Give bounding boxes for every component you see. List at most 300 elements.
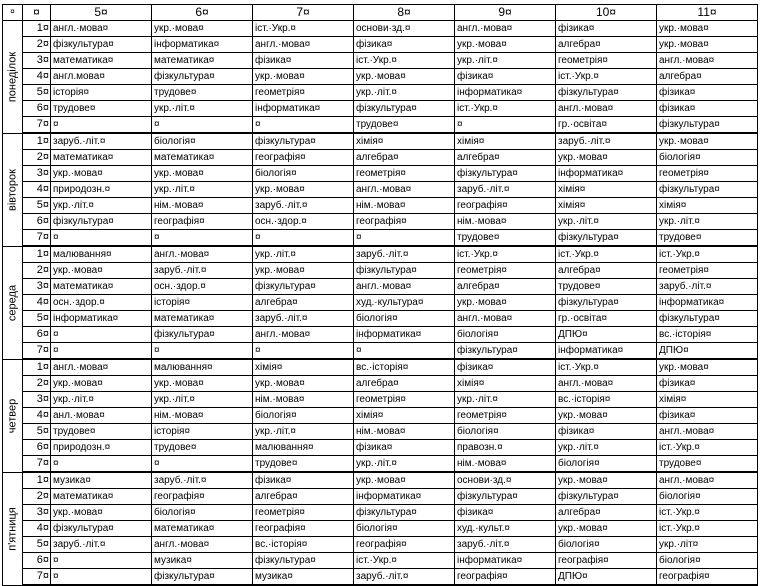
lesson-number: 5¤ (23, 537, 51, 553)
subject-cell[interactable]: ¤ (152, 117, 253, 134)
subject-cell[interactable]: осн.·здор.¤ (152, 279, 253, 295)
subject-cell[interactable]: англ.·мова¤ (253, 327, 354, 343)
subject-cell[interactable]: вс.·історія¤ (354, 359, 455, 376)
subject-cell[interactable]: інформатика¤ (556, 166, 657, 182)
subject-cell[interactable]: трудове¤ (51, 424, 152, 440)
subject-cell[interactable]: ¤ (152, 230, 253, 247)
subject-cell[interactable]: географія¤ (152, 489, 253, 505)
subject-cell[interactable]: фізкультура¤ (354, 263, 455, 279)
corner-cell: ¤ (3, 5, 23, 21)
subject-cell[interactable]: укр.·мова¤ (556, 408, 657, 424)
subject-cell[interactable]: трудове¤ (152, 85, 253, 101)
subject-cell[interactable]: укр.·мова¤ (354, 69, 455, 85)
subject-cell[interactable]: ¤ (455, 117, 556, 134)
lesson-number: 3¤ (23, 505, 51, 521)
subject-cell[interactable]: математика¤ (152, 150, 253, 166)
subject-cell[interactable]: укр.·літ.¤ (152, 182, 253, 198)
subject-cell[interactable]: фізкультура¤ (354, 101, 455, 117)
subject-cell[interactable]: алгебра¤ (556, 505, 657, 521)
subject-cell[interactable]: заруб.·літ.¤ (51, 133, 152, 150)
subject-cell[interactable]: історія¤ (152, 295, 253, 311)
lesson-number: 2¤ (23, 150, 51, 166)
subject-cell[interactable]: заруб.·літ.¤ (354, 569, 455, 586)
grade-header-5: 5¤ (51, 5, 152, 21)
subject-cell[interactable]: біологія¤ (253, 166, 354, 182)
lesson-number: 1¤ (23, 472, 51, 489)
subject-cell[interactable]: гр.·освіта¤ (556, 117, 657, 134)
subject-cell[interactable]: геометрія¤ (253, 505, 354, 521)
lesson-row (3, 343, 758, 360)
subject-cell[interactable]: англ.·мова¤ (51, 21, 152, 37)
subject-cell[interactable]: малювання¤ (51, 246, 152, 263)
subject-cell[interactable]: історія¤ (51, 85, 152, 101)
lesson-number: 7¤ (23, 117, 51, 134)
subject-cell[interactable]: ДПЮ¤ (657, 343, 758, 360)
subject-cell[interactable]: укр.·літ.¤ (657, 214, 758, 230)
subject-cell[interactable]: укр.·мова¤ (51, 505, 152, 521)
subject-cell[interactable]: укр.·літ.¤ (354, 456, 455, 473)
lesson-number: 7¤ (23, 569, 51, 586)
subject-cell[interactable]: англ.·мова¤ (455, 311, 556, 327)
subject-cell[interactable]: англ.·мова¤ (51, 359, 152, 376)
subject-cell[interactable]: географія¤ (253, 521, 354, 537)
subject-cell[interactable]: іст.·Укр.¤ (455, 246, 556, 263)
subject-cell[interactable]: геометрія¤ (556, 53, 657, 69)
subject-cell[interactable]: укр.·літ.¤ (152, 101, 253, 117)
subject-cell[interactable]: трудове¤ (657, 456, 758, 473)
subject-cell[interactable]: осн.·здор.¤ (51, 295, 152, 311)
subject-cell[interactable]: біологія¤ (152, 133, 253, 150)
day-name: понеділок (6, 51, 18, 102)
subject-cell[interactable]: укр.·літ.¤ (455, 53, 556, 69)
subject-cell[interactable]: укр.·мова¤ (556, 150, 657, 166)
subject-cell[interactable]: іст.·Укр.¤ (657, 440, 758, 456)
lesson-number: 1¤ (23, 133, 51, 150)
lesson-number: 2¤ (23, 376, 51, 392)
subject-cell[interactable]: математика¤ (152, 521, 253, 537)
subject-cell[interactable]: заруб.·літ.¤ (152, 263, 253, 279)
subject-cell[interactable]: заруб.·літ.¤ (253, 198, 354, 214)
subject-cell[interactable]: фізкультура¤ (51, 37, 152, 53)
subject-cell[interactable]: фізкультура¤ (556, 489, 657, 505)
subject-cell[interactable]: ¤ (51, 456, 152, 473)
subject-cell[interactable]: фізика¤ (556, 424, 657, 440)
subject-cell[interactable]: хімія¤ (455, 376, 556, 392)
subject-cell[interactable]: укр.·мова¤ (152, 166, 253, 182)
subject-cell[interactable]: біологія¤ (455, 327, 556, 343)
subject-cell[interactable]: біологія¤ (354, 311, 455, 327)
lesson-number: 4¤ (23, 69, 51, 85)
subject-cell[interactable]: фізика¤ (657, 85, 758, 101)
subject-cell[interactable]: фізкультура¤ (51, 521, 152, 537)
subject-cell[interactable]: математика¤ (152, 53, 253, 69)
subject-cell[interactable]: ¤ (152, 456, 253, 473)
subject-cell[interactable]: геометрія¤ (253, 85, 354, 101)
subject-cell[interactable]: англ.·мова¤ (354, 182, 455, 198)
subject-cell[interactable]: географія¤ (152, 214, 253, 230)
subject-cell[interactable]: фізика¤ (253, 53, 354, 69)
subject-cell[interactable]: біологія¤ (354, 521, 455, 537)
subject-cell[interactable]: нім.·мова¤ (354, 198, 455, 214)
grade-header-9: 9¤ (455, 5, 556, 21)
lesson-row (3, 279, 758, 295)
subject-cell[interactable]: географія¤ (354, 537, 455, 553)
subject-cell[interactable]: гр.·освіта¤ (556, 311, 657, 327)
subject-cell[interactable]: інформатика¤ (455, 553, 556, 569)
day-label-friday (3, 472, 23, 585)
lesson-row (3, 182, 758, 198)
subject-cell[interactable]: укр.·мова¤ (556, 521, 657, 537)
subject-cell[interactable]: укр.·мова¤ (556, 472, 657, 489)
subject-cell[interactable]: фізкультура¤ (657, 117, 758, 134)
lesson-row (3, 214, 758, 230)
subject-cell[interactable]: алгебра¤ (556, 263, 657, 279)
subject-cell[interactable]: фізкультура¤ (253, 553, 354, 569)
subject-cell[interactable]: трудове¤ (152, 440, 253, 456)
subject-cell[interactable]: укр.·мова¤ (51, 263, 152, 279)
subject-cell[interactable]: нім.·мова¤ (152, 198, 253, 214)
lesson-row (3, 246, 758, 263)
subject-cell[interactable]: англ.·мова¤ (455, 21, 556, 37)
schedule-table (2, 4, 758, 586)
subject-cell[interactable]: укр.·літ.¤ (556, 214, 657, 230)
day-label-thursday (3, 359, 23, 472)
subject-cell[interactable]: інформатика¤ (152, 37, 253, 53)
subject-cell[interactable]: худ.·культ.¤ (455, 521, 556, 537)
day-label-monday (3, 21, 23, 134)
subject-cell[interactable]: географія¤ (455, 198, 556, 214)
subject-cell[interactable]: алгебра¤ (455, 150, 556, 166)
subject-cell[interactable]: фізкультура¤ (455, 166, 556, 182)
subject-cell[interactable]: трудове¤ (253, 456, 354, 473)
subject-cell[interactable]: ¤ (354, 343, 455, 360)
subject-cell[interactable]: іст.·Укр.¤ (657, 505, 758, 521)
subject-cell[interactable]: осн.·здор.¤ (253, 214, 354, 230)
subject-cell[interactable]: укр.·мова¤ (657, 37, 758, 53)
subject-cell[interactable]: геометрія¤ (455, 408, 556, 424)
subject-cell[interactable]: нім.·мова¤ (455, 214, 556, 230)
subject-cell[interactable]: фізика¤ (455, 359, 556, 376)
subject-cell[interactable]: інформатика¤ (455, 85, 556, 101)
lesson-number: 6¤ (23, 440, 51, 456)
subject-cell[interactable]: музика¤ (51, 472, 152, 489)
subject-cell[interactable]: географія¤ (253, 150, 354, 166)
lesson-number: 3¤ (23, 53, 51, 69)
subject-cell[interactable]: фізкультура¤ (556, 295, 657, 311)
subject-cell[interactable]: інформатика¤ (354, 327, 455, 343)
subject-cell[interactable]: англ.·мова¤ (657, 424, 758, 440)
subject-cell[interactable]: ¤ (253, 230, 354, 247)
subject-cell[interactable]: іст.·Укр.¤ (657, 521, 758, 537)
subject-cell[interactable]: заруб.·літ.¤ (152, 472, 253, 489)
lesson-row (3, 472, 758, 489)
subject-cell[interactable]: фізкультура¤ (354, 505, 455, 521)
subject-cell[interactable]: інформатика¤ (556, 343, 657, 360)
subject-cell[interactable]: англ.·мова¤ (657, 53, 758, 69)
subject-cell[interactable]: укр.·літ.¤ (152, 392, 253, 408)
subject-cell[interactable]: математика¤ (51, 279, 152, 295)
subject-cell[interactable]: фізика¤ (455, 69, 556, 85)
lesson-row (3, 456, 758, 473)
subject-cell[interactable]: трудове¤ (51, 101, 152, 117)
subject-cell[interactable]: укр.·мова¤ (354, 472, 455, 489)
subject-cell[interactable]: ¤ (51, 553, 152, 569)
subject-cell[interactable]: фізкультура¤ (152, 327, 253, 343)
subject-cell[interactable]: фізика¤ (354, 440, 455, 456)
lesson-row (3, 521, 758, 537)
subject-cell[interactable]: хімія¤ (455, 133, 556, 150)
subject-cell[interactable]: трудове¤ (354, 117, 455, 134)
subject-cell[interactable]: основи·зд.¤ (354, 21, 455, 37)
subject-cell[interactable]: алгебра¤ (455, 279, 556, 295)
subject-cell[interactable]: хімія¤ (354, 408, 455, 424)
subject-cell[interactable]: біологія¤ (556, 537, 657, 553)
lesson-number: 5¤ (23, 198, 51, 214)
subject-cell[interactable]: ¤ (253, 117, 354, 134)
subject-cell[interactable]: заруб.·літ.¤ (253, 311, 354, 327)
subject-cell[interactable]: географія¤ (556, 553, 657, 569)
lesson-row (3, 198, 758, 214)
subject-cell[interactable]: заруб.·літ.¤ (657, 279, 758, 295)
subject-cell[interactable]: алгебра¤ (657, 69, 758, 85)
subject-cell[interactable]: фізкультура¤ (455, 489, 556, 505)
subject-cell[interactable]: худ.·культура¤ (354, 295, 455, 311)
subject-cell[interactable]: фізика¤ (354, 37, 455, 53)
subject-cell[interactable]: фізкультура¤ (657, 311, 758, 327)
subject-cell[interactable]: заруб.·літ.¤ (354, 246, 455, 263)
subject-cell[interactable]: ¤ (51, 569, 152, 586)
subject-cell[interactable]: укр.·мова¤ (253, 263, 354, 279)
subject-cell[interactable]: математика¤ (51, 150, 152, 166)
subject-cell[interactable]: фізкультура¤ (253, 279, 354, 295)
subject-cell[interactable]: ¤ (51, 117, 152, 134)
subject-cell[interactable]: основи·зд.¤ (455, 472, 556, 489)
subject-cell[interactable]: іст.·Укр.¤ (556, 246, 657, 263)
subject-cell[interactable]: іст.·Укр.¤ (455, 101, 556, 117)
subject-cell[interactable]: укр.·мова¤ (657, 133, 758, 150)
subject-cell[interactable]: ¤ (152, 343, 253, 360)
lesson-number: 1¤ (23, 21, 51, 37)
lesson-number: 1¤ (23, 359, 51, 376)
lesson-row (3, 101, 758, 117)
lesson-number: 5¤ (23, 85, 51, 101)
subject-cell[interactable]: музика¤ (253, 569, 354, 586)
subject-cell[interactable]: укр.·літ.¤ (354, 85, 455, 101)
subject-cell[interactable]: географія¤ (657, 569, 758, 586)
lesson-row (3, 489, 758, 505)
subject-cell[interactable]: фізика¤ (657, 101, 758, 117)
subject-cell[interactable]: вс.·історія¤ (253, 537, 354, 553)
subject-cell[interactable]: хімія¤ (657, 198, 758, 214)
lesson-row (3, 537, 758, 553)
subject-cell[interactable]: іст.·Укр.¤ (556, 359, 657, 376)
subject-cell[interactable]: фізика¤ (657, 408, 758, 424)
subject-cell[interactable]: укр.·мова¤ (152, 376, 253, 392)
subject-cell[interactable]: історія¤ (152, 424, 253, 440)
subject-cell[interactable]: фізкультура¤ (152, 569, 253, 586)
subject-cell[interactable]: англ.·мова¤ (657, 472, 758, 489)
subject-cell[interactable]: іст.·Укр.¤ (354, 53, 455, 69)
lesson-number: 6¤ (23, 101, 51, 117)
lesson-number: 4¤ (23, 295, 51, 311)
subject-cell[interactable]: хімія¤ (354, 133, 455, 150)
grade-header-11: 11¤ (657, 5, 758, 21)
subject-cell[interactable]: фізика¤ (657, 376, 758, 392)
subject-cell[interactable]: природозн.¤ (51, 440, 152, 456)
subject-cell[interactable]: фізкультура¤ (253, 133, 354, 150)
subject-cell[interactable]: заруб.·літ.¤ (556, 133, 657, 150)
lesson-row (3, 505, 758, 521)
subject-cell[interactable]: малювання¤ (152, 359, 253, 376)
subject-cell[interactable]: англ.мова¤ (51, 69, 152, 85)
lesson-row (3, 150, 758, 166)
subject-cell[interactable]: геометрія¤ (657, 166, 758, 182)
subject-cell[interactable]: математика¤ (152, 311, 253, 327)
subject-cell[interactable]: біологія¤ (556, 456, 657, 473)
subject-cell[interactable]: хімія¤ (556, 198, 657, 214)
subject-cell[interactable]: біологія¤ (455, 424, 556, 440)
subject-cell[interactable]: музика¤ (152, 553, 253, 569)
subject-cell[interactable]: геометрія¤ (354, 166, 455, 182)
subject-cell[interactable]: біологія¤ (657, 553, 758, 569)
subject-cell[interactable]: заруб.·літ.¤ (455, 182, 556, 198)
subject-cell[interactable]: нім.·мова¤ (354, 424, 455, 440)
subject-cell[interactable]: геометрія¤ (657, 263, 758, 279)
subject-cell[interactable]: біологія¤ (657, 489, 758, 505)
subject-cell[interactable]: іст.·Укр.¤ (556, 69, 657, 85)
subject-cell[interactable]: укр.·мова¤ (455, 37, 556, 53)
subject-cell[interactable]: ДПЮ¤ (556, 569, 657, 586)
subject-cell[interactable]: трудове¤ (657, 230, 758, 247)
subject-cell[interactable]: укр.·літ.¤ (51, 198, 152, 214)
subject-cell[interactable]: укр.·літ¤ (657, 537, 758, 553)
subject-cell[interactable]: заруб.·літ.¤ (51, 537, 152, 553)
subject-cell[interactable]: анл.·мова¤ (51, 408, 152, 424)
subject-cell[interactable]: геометрія¤ (455, 263, 556, 279)
subject-cell[interactable]: інформатика¤ (51, 311, 152, 327)
subject-cell[interactable]: географія¤ (354, 214, 455, 230)
subject-cell[interactable]: математика¤ (51, 489, 152, 505)
subject-cell[interactable]: біологія¤ (253, 408, 354, 424)
lesson-number: 2¤ (23, 37, 51, 53)
subject-cell[interactable]: вс.·історія¤ (556, 392, 657, 408)
lesson-number: 1¤ (23, 246, 51, 263)
subject-cell[interactable]: ¤ (51, 327, 152, 343)
day-label-tuesday (3, 133, 23, 246)
subject-cell[interactable]: інформатика¤ (657, 295, 758, 311)
subject-cell[interactable]: алгебра¤ (556, 37, 657, 53)
subject-cell[interactable]: фізкультура¤ (455, 343, 556, 360)
subject-cell[interactable]: вс.·історія¤ (657, 327, 758, 343)
subject-cell[interactable]: географія¤ (455, 569, 556, 586)
subject-cell[interactable]: ¤ (354, 230, 455, 247)
subject-cell[interactable]: укр.·літ.¤ (253, 246, 354, 263)
subject-cell[interactable]: ¤ (51, 230, 152, 247)
subject-cell[interactable]: укр.·мова¤ (152, 21, 253, 37)
subject-cell[interactable]: укр.·мова¤ (253, 69, 354, 85)
subject-cell[interactable]: інформатика¤ (354, 489, 455, 505)
subject-cell[interactable]: фізкультура¤ (556, 230, 657, 247)
subject-cell[interactable]: укр.·літ.¤ (455, 392, 556, 408)
lesson-row (3, 424, 758, 440)
subject-cell[interactable]: укр.·мова¤ (657, 359, 758, 376)
subject-cell[interactable]: алгебра¤ (354, 150, 455, 166)
subject-cell[interactable]: алгебра¤ (253, 489, 354, 505)
subject-cell[interactable]: англ.·мова¤ (556, 376, 657, 392)
subject-cell[interactable]: алгебра¤ (253, 295, 354, 311)
subject-cell[interactable]: укр.·мова¤ (253, 376, 354, 392)
lesson-row (3, 359, 758, 376)
subject-cell[interactable]: укр.·літ.¤ (51, 392, 152, 408)
subject-cell[interactable]: фізкультура¤ (556, 85, 657, 101)
subject-cell[interactable]: англ.·мова¤ (253, 37, 354, 53)
subject-cell[interactable]: хімія¤ (556, 182, 657, 198)
subject-cell[interactable]: малювання¤ (253, 440, 354, 456)
subject-cell[interactable]: трудове¤ (455, 230, 556, 247)
subject-cell[interactable]: англ.·мова¤ (152, 537, 253, 553)
subject-cell[interactable]: фізика¤ (253, 472, 354, 489)
subject-cell[interactable]: хімія¤ (253, 359, 354, 376)
subject-cell[interactable]: заруб.·літ.¤ (455, 537, 556, 553)
subject-cell[interactable]: біологія¤ (152, 505, 253, 521)
subject-cell[interactable]: фізика¤ (556, 21, 657, 37)
subject-cell[interactable]: англ.·мова¤ (152, 246, 253, 263)
subject-cell[interactable]: укр.·мова¤ (657, 21, 758, 37)
subject-cell[interactable]: укр.·мова¤ (455, 295, 556, 311)
subject-cell[interactable]: фізкультура¤ (152, 69, 253, 85)
subject-cell[interactable]: фізика¤ (455, 505, 556, 521)
subject-cell[interactable]: укр.·мова¤ (51, 376, 152, 392)
subject-cell[interactable]: фізкультура¤ (51, 214, 152, 230)
day-name: вівторок (6, 168, 18, 211)
subject-cell[interactable]: трудове¤ (556, 279, 657, 295)
subject-cell[interactable]: інформатика¤ (253, 101, 354, 117)
subject-cell[interactable]: англ.·мова¤ (556, 101, 657, 117)
subject-cell[interactable]: іст.·Укр.¤ (657, 246, 758, 263)
subject-cell[interactable]: укр.·літ.¤ (253, 424, 354, 440)
lesson-row (3, 53, 758, 69)
lesson-row (3, 553, 758, 569)
subject-cell[interactable]: математика¤ (51, 53, 152, 69)
subject-cell[interactable]: геометрія¤ (354, 392, 455, 408)
subject-cell[interactable]: нім.·мова¤ (253, 392, 354, 408)
subject-cell[interactable]: іст.·Укр.¤ (253, 21, 354, 37)
lesson-number: 5¤ (23, 424, 51, 440)
subject-cell[interactable]: хімія¤ (657, 392, 758, 408)
subject-cell[interactable]: нім.·мова¤ (455, 456, 556, 473)
subject-cell[interactable]: англ.·мова¤ (354, 279, 455, 295)
lesson-row (3, 311, 758, 327)
lesson-row (3, 569, 758, 586)
day-name: п'ятниця (6, 506, 18, 551)
subject-cell[interactable]: біологія¤ (657, 150, 758, 166)
subject-cell[interactable]: укр.·мова¤ (253, 182, 354, 198)
subject-cell[interactable]: алгебра¤ (354, 376, 455, 392)
subject-cell[interactable]: правозн.¤ (455, 440, 556, 456)
grade-header-6: 6¤ (152, 5, 253, 21)
subject-cell[interactable]: іст.·Укр.¤ (354, 553, 455, 569)
subject-cell[interactable]: нім.·мова¤ (152, 408, 253, 424)
subject-cell[interactable]: фізкультура¤ (657, 182, 758, 198)
subject-cell[interactable]: ¤ (51, 343, 152, 360)
subject-cell[interactable]: ДПЮ¤ (556, 327, 657, 343)
subject-cell[interactable]: природозн.¤ (51, 182, 152, 198)
lesson-number: 6¤ (23, 214, 51, 230)
subject-cell[interactable]: укр.·мова¤ (51, 166, 152, 182)
subject-cell[interactable]: ¤ (253, 343, 354, 360)
grade-header-8: 8¤ (354, 5, 455, 21)
subject-cell[interactable]: укр.·літ.¤ (556, 440, 657, 456)
